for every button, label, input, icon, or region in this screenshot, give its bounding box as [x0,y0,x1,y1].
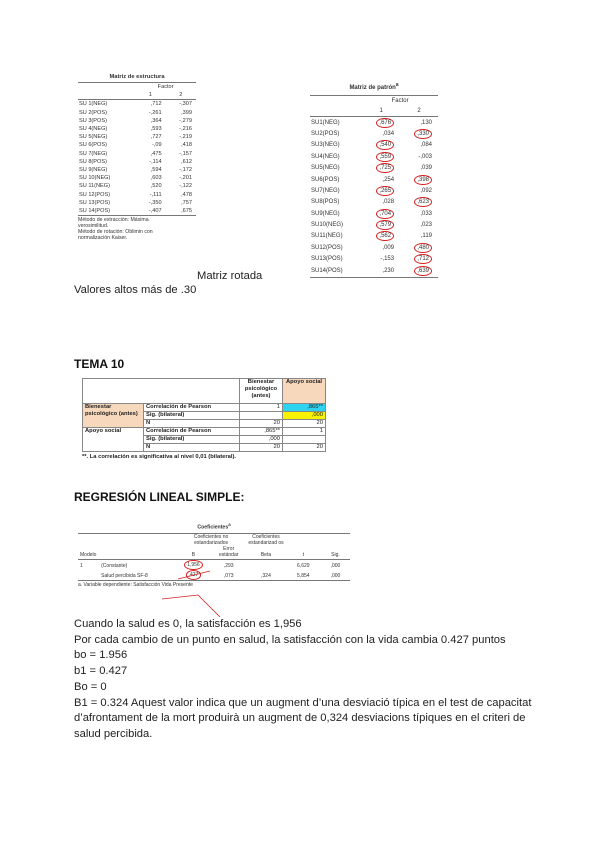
text-line: salud percibida. [74,727,153,740]
pattern-matrix-body [310,117,438,277]
h-unstandardized: Coeficientes no estandarizados [176,533,246,546]
circled-value: ,265 [376,186,394,196]
loading-cell [362,220,400,231]
loading-value: ,034 [382,130,395,137]
foot-line: normalización Kaiser. [78,235,128,241]
cell: Salud percibida SF-8 [99,570,176,581]
h-modelo: Modelo [78,546,99,559]
loading-value: ,039 [420,165,432,172]
loading-value: -,157 [179,150,192,157]
loading-cell [400,197,438,208]
tema10-heading: TEMA 10 [74,357,125,371]
correlation-table [82,378,326,460]
loading-value: ,033 [420,210,432,217]
row-label: SU 4(NEG) [79,126,108,133]
pattern-row [310,152,438,163]
row-label: SU14(POS) [310,265,362,277]
stat-n: N [144,444,240,452]
stat-pearson: Correlación de Pearson [144,428,240,436]
structure-row [78,100,196,109]
pattern-row [310,129,438,140]
structure-row [78,190,196,198]
row-label: SU 14(POS) [78,207,135,216]
loading-value: ,119 [420,233,432,240]
loading-value: ,092 [420,187,432,194]
structure-row [78,166,196,174]
loading-cell [400,254,438,265]
loading-value: ,399 [181,109,192,116]
structure-row [78,141,196,149]
row-label: SU 5(NEG) [79,134,108,141]
loading-value: ,230 [382,267,395,274]
loading-value: -,407 [135,207,165,216]
circled-value: ,559 [376,152,394,162]
loading-value: -,172 [179,166,192,173]
loading-value: -,09 [151,142,162,149]
loading-value: ,009 [382,244,395,251]
cell: ,865** [240,428,283,436]
loading-value: ,475 [150,150,162,157]
row-label: SU 13(POS) [79,199,111,206]
coefficients-foot: a. Variable dependiente: Satisfacción Vida Presente [78,581,193,588]
circled-value: ,639 [414,266,432,276]
circled-value: ,398 [414,175,432,185]
structure-row [78,117,196,125]
foot-line: Método de rotación: Oblimin con [78,229,153,235]
row-label: SU2(POS) [311,130,340,137]
loading-value: -,201 [179,175,192,182]
structure-row [78,199,196,207]
loading-value: ,364 [150,117,162,124]
cell [240,412,283,420]
structure-row [78,133,196,141]
loading-cell [400,117,438,129]
row-label: SU 7(NEG) [79,150,108,157]
loading-cell [362,254,400,265]
circled-value: ,579 [376,220,394,230]
loading-value: ,478 [181,191,192,198]
loading-cell [362,231,400,242]
loading-cell [400,186,438,197]
foot-line: verosimilitud. [78,223,109,229]
loading-cell [400,140,438,151]
cell-highlight-yellow: ,000 [283,412,326,420]
circled-value: ,676 [376,118,394,128]
loading-value: ,675 [166,207,196,216]
pattern-row [310,243,438,254]
loading-value: -,350 [148,199,162,206]
cell: 1 [80,563,83,570]
cell: 1 [240,404,283,412]
stat-sig: Sig. (bilateral) [144,412,240,420]
row-label: SU12(POS) [311,244,343,251]
row-label: SU 2(POS) [79,109,107,116]
pattern-title-text: Matriz de patrón [349,85,396,91]
structure-row [78,174,196,182]
h-standardized: Coeficientes estandarizad os [246,533,285,546]
loading-cell [400,265,438,277]
coefficients-title [78,522,350,531]
loading-value: ,757 [181,199,192,206]
cell: ,000 [330,563,341,570]
loading-cell [362,209,400,220]
loading-value: ,593 [150,126,162,133]
foot-line: Método de extracción: Máxima [78,217,149,223]
circled-value: ,704 [376,209,394,219]
col1: 1 [362,107,400,117]
loading-value: ,520 [150,183,162,190]
row-label: SU 3(POS) [79,117,107,124]
regresion-heading: REGRESIÓN LINEAL SIMPLE: [74,490,245,504]
loading-value: ,023 [420,222,432,229]
loading-value: ,612 [181,158,192,165]
structure-foot [78,217,196,241]
loading-cell [362,265,400,277]
explanation [74,617,531,743]
structure-row [78,125,196,133]
cell: 5,854 [286,570,321,581]
loading-cell [362,129,400,140]
row-label: SU 10(NEG) [79,175,111,182]
cell: ,000 [321,570,350,581]
cell: 20 [240,420,283,428]
loading-cell [362,174,400,185]
text-line: d’afrontament de la mort produirà un augment de 0,324 desviacions típiques en el criteri de [74,712,526,725]
col1: 1 [135,91,165,100]
row-label: SU1(NEG) [311,119,340,126]
structure-matrix-body [78,100,196,216]
structure-matrix-title: Matriz de estructura [109,74,165,80]
pattern-row [310,197,438,208]
circled-value: ,562 [376,231,394,241]
factor-label: Factor [362,96,438,108]
h-error: Error estándar [211,546,246,559]
structure-row [78,150,196,158]
row-label: SU11(NEG) [311,233,343,240]
loading-cell [362,243,400,254]
circled-value: ,480 [414,243,432,253]
loading-value: -,261 [148,109,162,116]
circled-value: ,427 [186,570,202,580]
loading-cell [362,163,400,174]
cell [283,436,326,444]
loading-cell [362,197,400,208]
cell: 20 [240,444,283,452]
row-label: SU4(NEG) [311,153,340,160]
cell: ,324 [246,570,285,581]
h-b: B [176,546,211,559]
loading-cell [400,163,438,174]
cell: 6,629 [297,563,310,570]
cell [246,559,285,570]
loading-cell [400,243,438,254]
pattern-row [310,254,438,265]
row-label-apoyo: Apoyo social [83,428,144,452]
loading-cell [400,152,438,163]
circled-value: 1,956 [184,560,203,570]
loading-value: ,594 [150,166,162,173]
loading-value: -,114 [149,158,162,165]
loading-value: -,216 [179,126,192,133]
loading-value: ,130 [420,119,432,126]
row-label: SU 9(NEG) [79,166,108,173]
row-label: SU6(POS) [311,176,340,183]
loading-value: -,003 [418,153,432,160]
loading-cell [362,140,400,151]
structure-row [78,109,196,117]
text-line: B1 = 0.324 Aquest valor indica que un augment d’una desviació típica en el test de capacitat [74,696,532,709]
row-label: SU 1(NEG) [79,101,108,108]
cell: 20 [283,444,326,452]
cell: 1 [283,428,326,436]
h-t: t [286,546,321,559]
loading-cell [400,231,438,242]
cell: ,000 [240,436,283,444]
row-label: SU13(POS) [311,256,343,263]
loading-cell [362,152,400,163]
cell: ,293 [223,563,234,570]
cell: (Constante) [101,563,128,570]
h-sig: Sig. [321,546,350,559]
circled-value: ,330 [414,129,432,139]
row-label: SU9(NEG) [311,210,340,217]
pattern-row [310,174,438,185]
circled-value: ,725 [376,163,394,173]
h-beta: Beta [246,546,285,559]
loading-value: ,603 [150,175,162,182]
pattern-row [310,186,438,197]
caption-rotated: Matriz rotada [197,270,263,282]
cell [78,570,99,581]
loading-value: ,727 [150,134,162,141]
row-label-bienestar: Bienestar psicológico (antes) [83,404,144,428]
loading-value: ,712 [150,101,162,108]
loading-value: -,111 [149,191,162,198]
row-label: SU10(NEG) [311,222,344,229]
stat-sig: Sig. (bilateral) [144,436,240,444]
row-label: SU5(NEG) [311,165,340,172]
loading-value: ,028 [382,199,395,206]
pattern-title-sup: a [395,82,399,88]
coef-title-text: Coeficientes [197,524,229,531]
circled-value: ,623 [414,197,432,207]
loading-cell [362,117,400,129]
text-line: b1 = 0.427 [74,665,128,678]
correlation-note: **. La correlación es significativa al nivel 0,01 (bilateral). [82,454,237,460]
pattern-matrix-title [310,82,438,91]
row-label: SU 12(POS) [79,191,111,198]
loading-cell [400,129,438,140]
structure-row [78,182,196,190]
pattern-row [310,265,438,277]
loading-value: ,084 [420,142,432,149]
pattern-matrix [310,82,438,278]
coef-title-sup: a [228,522,231,527]
loading-value: -,122 [179,183,192,190]
red-annotation-strokes [150,565,240,625]
pattern-row [310,117,438,129]
row-label: SU 6(POS) [79,142,107,149]
header-bienestar: Bienestar psicológico (antes) [240,379,283,404]
loading-value: -,219 [179,134,192,141]
loading-value: -,279 [179,117,192,124]
loading-value: ,418 [181,142,192,149]
loading-cell [362,186,400,197]
row-label: SU8(POS) [311,199,340,206]
col2: 2 [166,91,196,100]
structure-row [78,207,196,216]
stat-pearson: Correlación de Pearson [144,404,240,412]
text-line: bo = 1.956 [74,649,128,662]
cell-highlight-cyan: ,865** [283,404,326,412]
loading-value: -,153 [380,256,395,263]
loading-value: ,254 [382,176,395,183]
pattern-row [310,209,438,220]
row-label: SU7(NEG) [311,187,340,194]
text-line: Bo = 0 [74,680,107,693]
cell: ,073 [211,570,246,581]
loading-value: -,307 [179,101,192,108]
row-label: SU 11(NEG) [79,183,110,190]
pattern-row [310,231,438,242]
stat-n: N [144,420,240,428]
row-label: SU3(NEG) [311,142,340,149]
structure-row [78,158,196,166]
loading-cell [400,220,438,231]
factor-label: Factor [135,83,196,92]
row-label: SU 8(POS) [79,158,107,165]
loading-cell [400,209,438,220]
loading-cell [400,174,438,185]
cell: 20 [283,420,326,428]
pattern-row [310,220,438,231]
text-line: Cuando la salud es 0, la satisfacción es 1,956 [74,618,302,630]
structure-matrix [78,74,196,241]
col2: 2 [400,107,438,117]
circled-value: ,540 [376,140,394,150]
caption-high-values: Valores altos más de .30 [74,284,197,296]
pattern-row [310,140,438,151]
corner-cell [83,379,240,404]
pattern-row [310,163,438,174]
circled-value: ,712 [414,254,432,264]
header-apoyo: Apoyo social [283,379,326,404]
text-line: Por cada cambio de un punto en salud, la satisfacción con la vida cambia 0.427 puntos [74,633,506,646]
